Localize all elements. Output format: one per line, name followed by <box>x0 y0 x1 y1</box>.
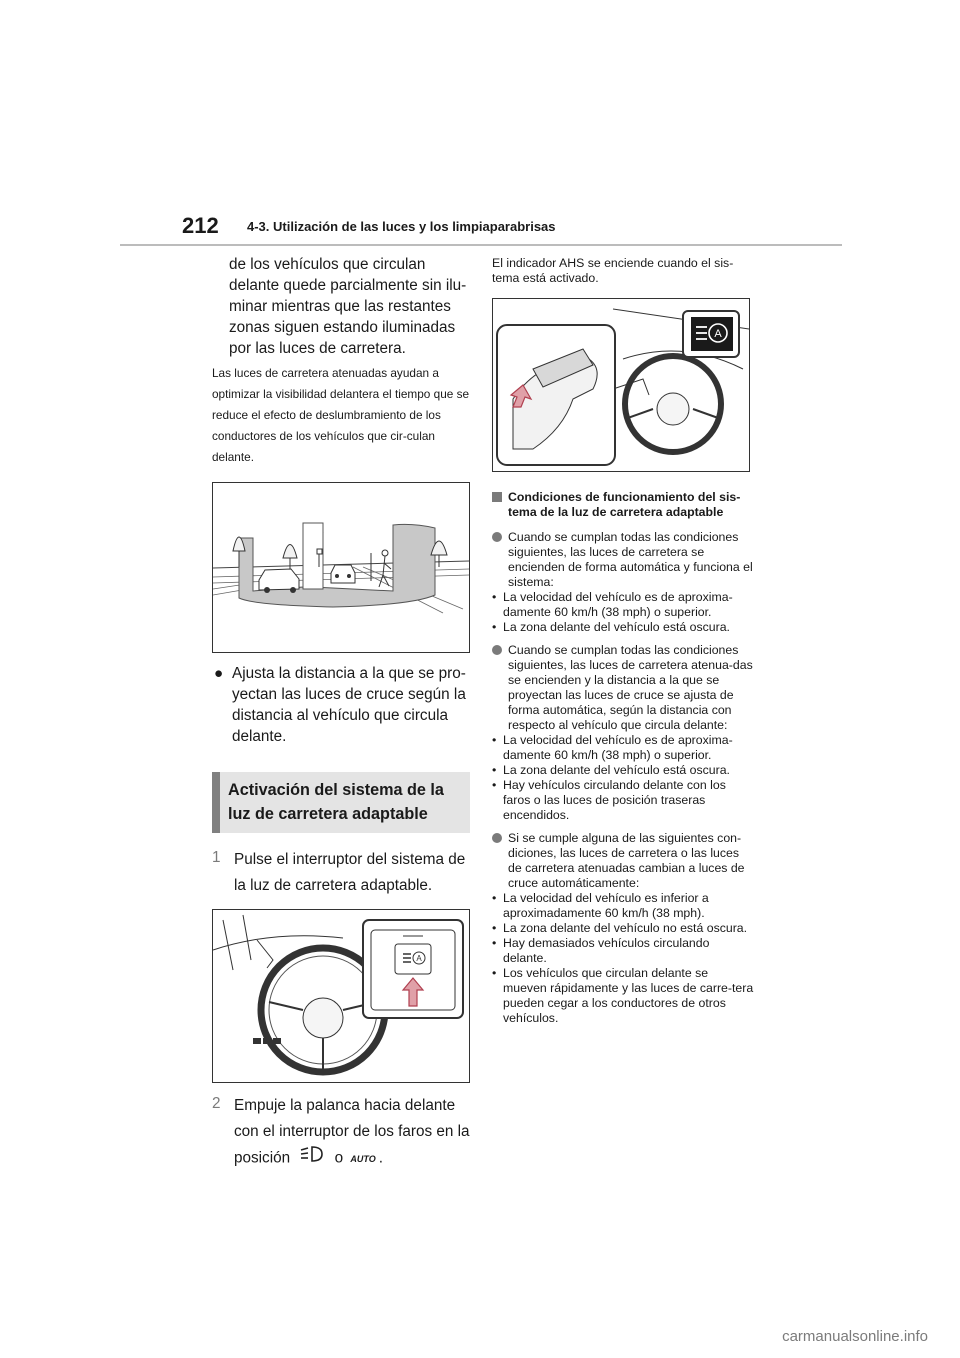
step-text: Pulse el interruptor del sistema de la luz de carretera adaptable. <box>234 851 466 894</box>
svg-text:A: A <box>416 954 422 963</box>
watermark-link[interactable]: carmanualsonline.info <box>782 1328 928 1345</box>
note-text: Las luces de carretera atenuadas ayudan a optimizar la visibilidad delantera el tiempo que se reduce el efecto de deslumbramiento de los conductores de los vehículos que cir-culan delante. <box>212 366 470 464</box>
dashboard-drawing <box>213 910 469 1082</box>
condition-dot-icon <box>492 645 502 655</box>
condition-subitem: • La velocidad del vehículo es de aproxima-damente 60 km/h (38 mph) o superior. <box>492 590 733 619</box>
headlight-icon <box>300 1145 324 1172</box>
indicator-text: El indicador AHS se enciende cuando el sis-tema está activado. <box>492 256 734 285</box>
condition-subitem: • La velocidad del vehículo es inferior a aproximadamente 60 km/h (38 mph). <box>492 891 709 920</box>
bullet-text: Ajusta la distancia a la que se pro-yectan las luces de cruce según la distancia al vehículo que circula delante. <box>232 665 466 745</box>
section-title: 4-3. Utilización de las luces y los limpiaparabrisas <box>247 219 556 234</box>
step-number: 2 <box>212 1095 221 1112</box>
step-text: Empuje la palanca hacia delante con el interruptor de los faros en la posición o AUTO . <box>234 1093 470 1172</box>
lever-drawing <box>493 299 749 471</box>
condition-subitem: • La zona delante del vehículo no está oscura. <box>492 921 748 935</box>
svg-text:A: A <box>714 328 722 340</box>
section-heading: Activación del sistema de la luz de carretera adaptable <box>212 772 470 833</box>
road-scene-drawing <box>213 483 469 652</box>
left-column <box>212 254 470 1172</box>
condition-item: Cuando se cumplan todas las condiciones siguientes, las luces de carretera atenua-das se encienden y la distancia a la que se proyectan las luces de cruce se ajusta de forma automática, según la distancia con respecto al vehículo que circula delante: <box>492 643 754 733</box>
switch-illustration <box>212 909 470 1083</box>
auto-icon: AUTO <box>350 1153 376 1164</box>
condition-subitem: • La zona delante del vehículo está oscura. <box>492 763 730 777</box>
condition-subitem: • La zona delante del vehículo está oscura. <box>492 620 730 634</box>
condition-dot-icon <box>492 532 502 542</box>
condition-subitem: • Los vehículos que circulan delante se mueven rápidamente y las luces de carre-tera pueden cegar a los conductores de otros vehículos. <box>492 966 754 1025</box>
condition-item: Cuando se cumplan todas las condiciones siguientes, las luces de carretera se encienden de forma automática y funciona el sistema: <box>492 530 754 590</box>
condition-subitem: • La velocidad del vehículo es de aproxima-damente 60 km/h (38 mph) o superior. <box>492 733 733 762</box>
condition-subitem: • Hay demasiados vehículos circulando delante. <box>492 936 710 965</box>
right-column <box>492 256 754 1026</box>
bullet-distance <box>214 663 470 747</box>
step-2 <box>212 1093 470 1172</box>
road-illustration <box>212 482 470 653</box>
step-number: 1 <box>212 849 221 866</box>
heading-square-icon <box>492 492 502 502</box>
step-1 <box>212 847 470 899</box>
indicator-illustration <box>492 298 750 472</box>
header-divider <box>120 244 842 246</box>
bullet-dot-icon: ● <box>214 665 224 682</box>
condition-dot-icon <box>492 833 502 843</box>
condition-item: Si se cumple alguna de las siguientes con-diciones, las luces de carretera o las luces de carretera atenuadas cambian a luces de cruce automáticamente: <box>492 831 754 891</box>
intro-text: de los vehículos que circulan delante quede parcialmente sin ilu-minar mientras que las restantes zonas siguen estando iluminadas por las luces de carretera. <box>229 256 467 357</box>
condition-subitem: • Hay vehículos circulando delante con los faros o las luces de posición traseras encendidos. <box>492 778 726 822</box>
conditions-heading: Condiciones de funcionamiento del sis-tema de la luz de carretera adaptable <box>492 490 754 520</box>
page-number: 212 <box>182 213 219 238</box>
